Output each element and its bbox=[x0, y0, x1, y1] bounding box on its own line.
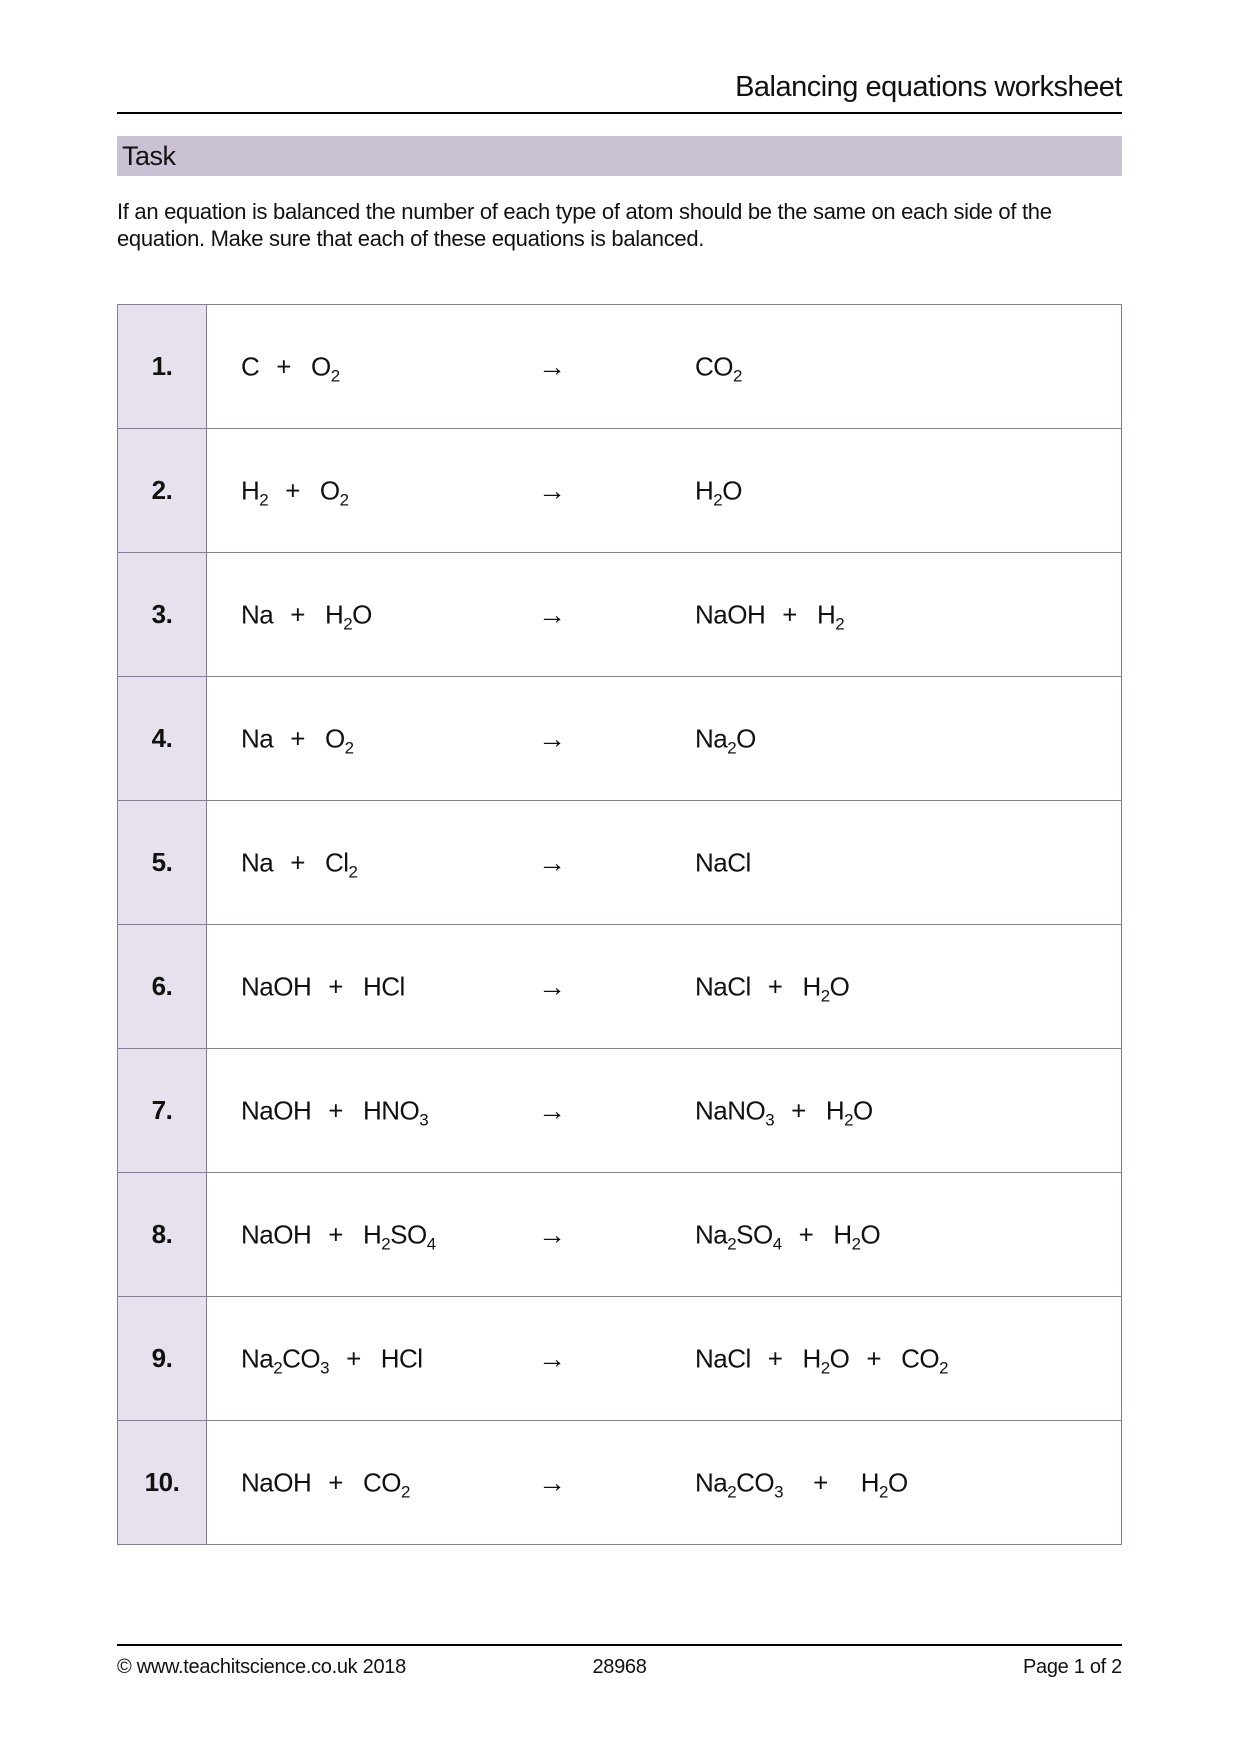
plus-sign: + bbox=[328, 1219, 343, 1249]
table-row bbox=[118, 925, 1122, 1049]
reactants bbox=[241, 1219, 436, 1254]
chemical-formula: $O_2$ bbox=[319, 475, 349, 510]
plus-sign: + bbox=[346, 1343, 361, 1373]
chemical-formula: $Na_2CO_3$ bbox=[695, 1467, 784, 1502]
plus-sign: + bbox=[276, 351, 291, 381]
products bbox=[695, 723, 756, 758]
chemical-formula: $CO_2$ bbox=[362, 1467, 410, 1502]
row-number: 1. bbox=[118, 305, 207, 429]
equation-cell bbox=[207, 1421, 1122, 1545]
products bbox=[695, 599, 845, 634]
chemical-formula: NaOH bbox=[241, 1219, 312, 1249]
reaction-arrow: → bbox=[538, 598, 566, 630]
products bbox=[695, 971, 850, 1006]
chemical-formula: $H_2$ bbox=[816, 599, 845, 634]
chemical-formula: $O_2$ bbox=[310, 351, 340, 386]
plus-sign: + bbox=[813, 1467, 828, 1497]
products bbox=[695, 1095, 873, 1130]
chemical-formula: NaOH bbox=[695, 599, 766, 629]
chemical-formula: NaOH bbox=[241, 1095, 312, 1125]
reaction-arrow: → bbox=[538, 722, 566, 754]
footer-copyright: © www.teachitscience.co.uk 2018 bbox=[117, 1656, 406, 1678]
reactants bbox=[241, 351, 340, 386]
plus-sign: + bbox=[290, 599, 305, 629]
row-number: 6. bbox=[118, 925, 207, 1049]
chemical-formula: C bbox=[241, 351, 260, 381]
equation-cell bbox=[207, 553, 1122, 677]
products bbox=[695, 1343, 948, 1378]
chemical-formula: $H_2$ bbox=[241, 475, 269, 510]
plus-sign: + bbox=[290, 847, 305, 877]
reaction-arrow: → bbox=[538, 1466, 566, 1498]
products bbox=[695, 1467, 908, 1502]
equation-cell bbox=[207, 1297, 1122, 1421]
table-row bbox=[118, 305, 1122, 429]
reaction-arrow: → bbox=[538, 846, 566, 878]
products bbox=[695, 1219, 881, 1254]
footer-rule bbox=[117, 1644, 1122, 1646]
chemical-formula: Na bbox=[241, 723, 274, 753]
reactants bbox=[241, 971, 405, 1002]
products bbox=[695, 475, 742, 510]
row-number: 10. bbox=[118, 1421, 207, 1545]
row-number: 4. bbox=[118, 677, 207, 801]
chemical-formula: HCl bbox=[380, 1343, 423, 1373]
row-number: 5. bbox=[118, 801, 207, 925]
row-number: 9. bbox=[118, 1297, 207, 1421]
plus-sign: + bbox=[791, 1095, 806, 1125]
plus-sign: + bbox=[328, 1467, 343, 1497]
reaction-arrow: → bbox=[538, 1342, 566, 1374]
table-row bbox=[118, 1049, 1122, 1173]
table-row bbox=[118, 1173, 1122, 1297]
plus-sign: + bbox=[328, 971, 343, 1001]
footer-resource-id: 28968 bbox=[592, 1656, 647, 1678]
table-row bbox=[118, 1421, 1122, 1545]
reactants bbox=[241, 1343, 423, 1378]
chemical-formula: $O_2$ bbox=[324, 723, 354, 758]
reactants bbox=[241, 1467, 410, 1502]
reactants bbox=[241, 847, 358, 882]
chemical-formula: $H_2O$ bbox=[825, 1095, 873, 1130]
plus-sign: + bbox=[290, 723, 305, 753]
chemical-formula: NaCl bbox=[695, 971, 751, 1001]
task-heading-bar bbox=[117, 136, 1122, 176]
task-heading-label: Task bbox=[122, 141, 176, 171]
chemical-formula: NaNO$_3$ bbox=[695, 1095, 775, 1130]
page-title: Balancing equations worksheet bbox=[735, 71, 1122, 103]
plus-sign: + bbox=[285, 475, 300, 505]
header-rule bbox=[117, 112, 1122, 114]
equation-cell bbox=[207, 1049, 1122, 1173]
products bbox=[695, 351, 742, 386]
equation-cell bbox=[207, 677, 1122, 801]
page-footer bbox=[117, 1654, 1122, 1680]
chemical-formula: NaOH bbox=[241, 1467, 312, 1497]
chemical-formula: NaOH bbox=[241, 971, 312, 1001]
reaction-arrow: → bbox=[538, 474, 566, 506]
row-number: 8. bbox=[118, 1173, 207, 1297]
plus-sign: + bbox=[328, 1095, 343, 1125]
chemical-formula: $CO_2$ bbox=[901, 1343, 948, 1378]
plus-sign: + bbox=[866, 1343, 882, 1373]
plus-sign: + bbox=[767, 971, 783, 1001]
chemical-formula: $Cl_2$ bbox=[324, 847, 358, 882]
table-row bbox=[118, 553, 1122, 677]
chemical-formula: $Na_2CO_3$ bbox=[241, 1343, 330, 1378]
chemical-formula: $HNO_3$ bbox=[362, 1095, 429, 1130]
chemical-formula: $H_2O$ bbox=[860, 1467, 908, 1502]
chemical-formula: Na bbox=[241, 599, 274, 629]
instructions-text: If an equation is balanced the number of each type of atom should be the same on each side of the equation. Make sure that each of these equations is balanced. bbox=[117, 199, 1052, 251]
reactants bbox=[241, 723, 354, 758]
row-number: 7. bbox=[118, 1049, 207, 1173]
chemical-formula: $H_2O$ bbox=[802, 971, 850, 1006]
equation-cell bbox=[207, 429, 1122, 553]
chemical-formula: $H_2SO_4$ bbox=[362, 1219, 436, 1254]
reaction-arrow: → bbox=[538, 1218, 566, 1250]
plus-sign: + bbox=[767, 1343, 783, 1373]
chemical-formula: $CO_2$ bbox=[695, 351, 742, 386]
chemical-formula: $H_2O$ bbox=[802, 1343, 850, 1378]
table-row bbox=[118, 1297, 1122, 1421]
reactants bbox=[241, 1095, 429, 1130]
chemical-formula: $H_2O$ bbox=[324, 599, 372, 634]
table-row bbox=[118, 801, 1122, 925]
equation-cell bbox=[207, 925, 1122, 1049]
equation-cell bbox=[207, 305, 1122, 429]
reaction-arrow: → bbox=[538, 1094, 566, 1126]
plus-sign: + bbox=[782, 599, 797, 629]
equation-cell bbox=[207, 1173, 1122, 1297]
chemical-formula: HCl bbox=[362, 971, 405, 1001]
chemical-formula: $Na_2O$ bbox=[695, 723, 756, 758]
chemical-formula: $Na_2SO_4$ bbox=[695, 1219, 782, 1254]
equations-table bbox=[117, 304, 1122, 1545]
chemical-formula: NaCl bbox=[695, 1343, 751, 1373]
footer-page-number: Page 1 of 2 bbox=[1022, 1656, 1122, 1678]
row-number: 3. bbox=[118, 553, 207, 677]
table-row bbox=[118, 429, 1122, 553]
reaction-arrow: → bbox=[538, 350, 566, 382]
equation-cell bbox=[207, 801, 1122, 925]
chemical-formula: NaCl bbox=[695, 847, 751, 877]
row-number: 2. bbox=[118, 429, 207, 553]
plus-sign: + bbox=[798, 1219, 814, 1249]
reactants bbox=[241, 475, 349, 510]
chemical-formula: $H_2O$ bbox=[695, 475, 742, 510]
products bbox=[695, 847, 751, 878]
chemical-formula: $H_2O$ bbox=[833, 1219, 881, 1254]
chemical-formula: Na bbox=[241, 847, 274, 877]
reaction-arrow: → bbox=[538, 970, 566, 1002]
table-row bbox=[118, 677, 1122, 801]
reactants bbox=[241, 599, 372, 634]
